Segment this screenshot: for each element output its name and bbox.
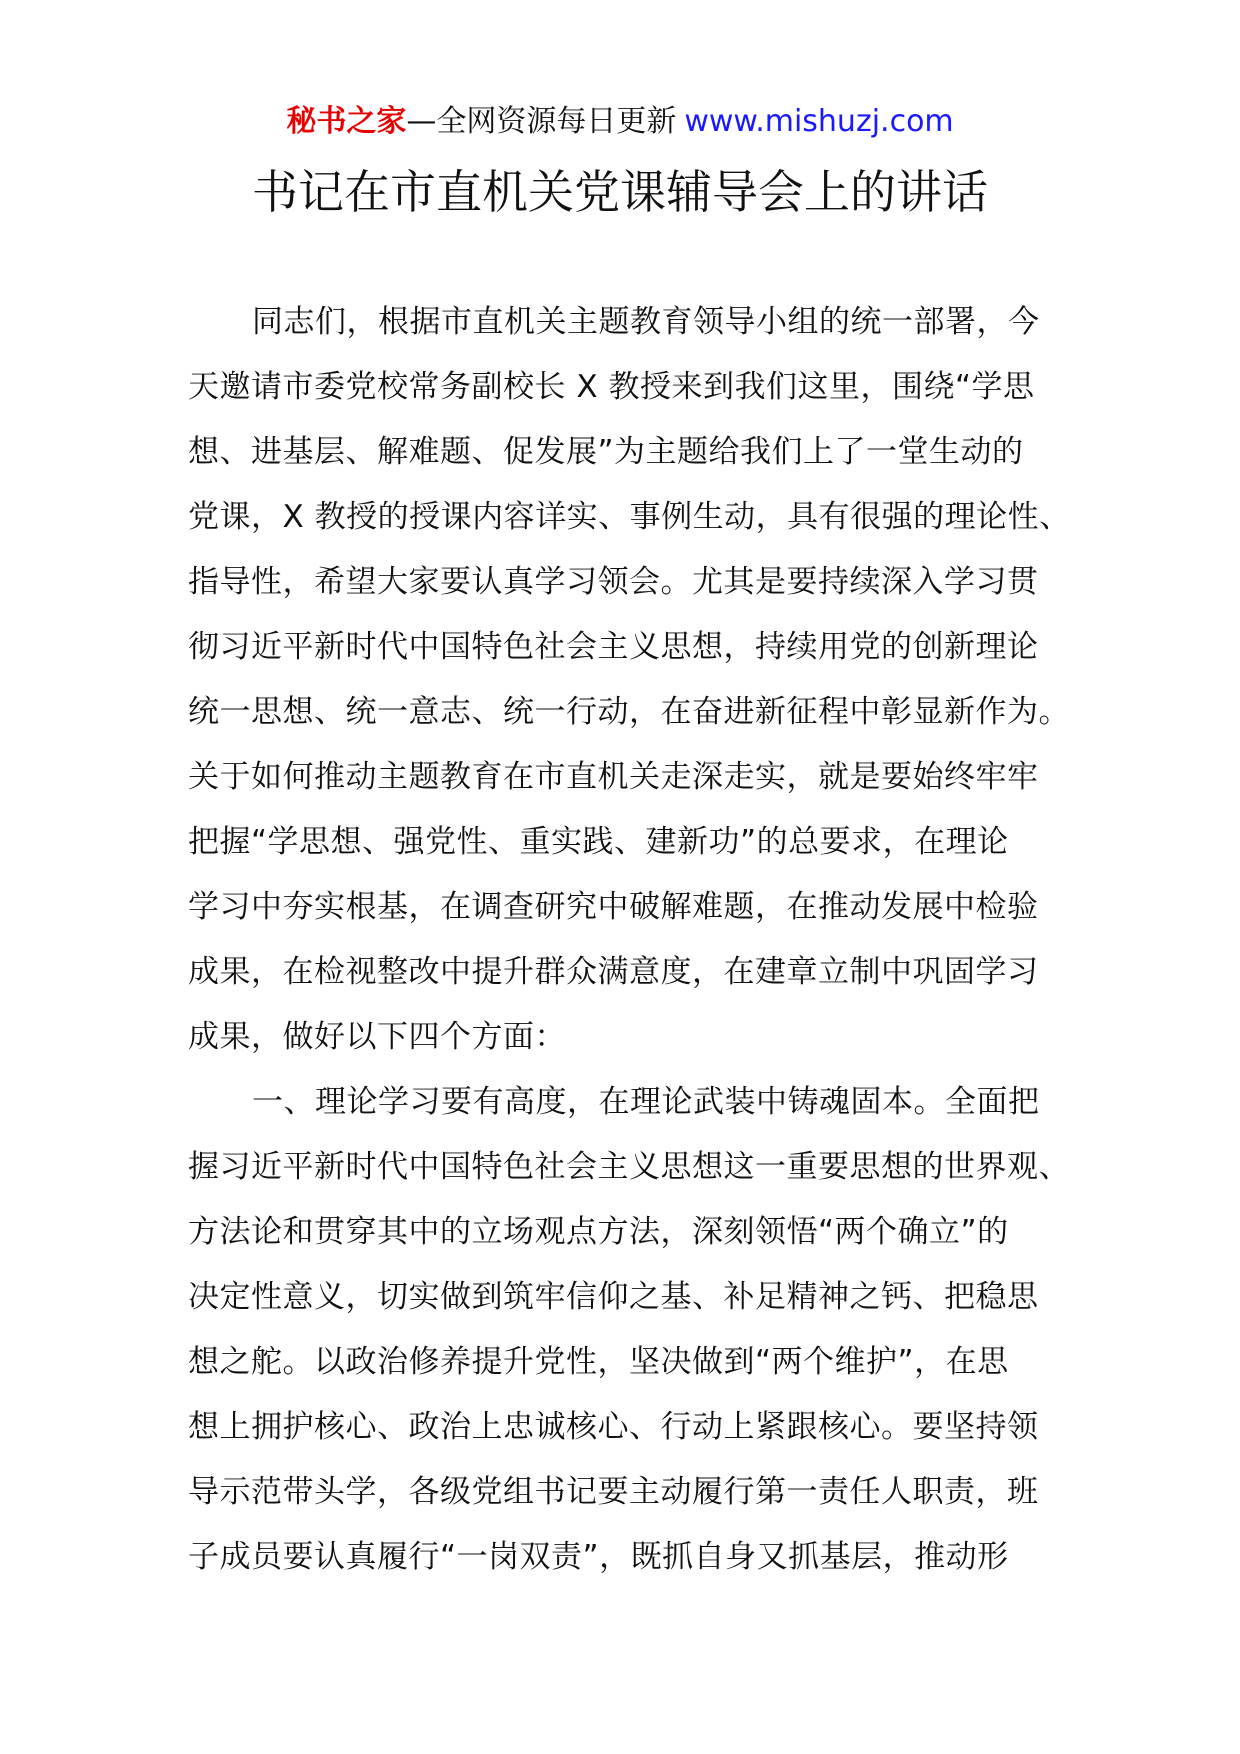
text-line: 想之舵。以政治修养提升党性，坚决做到“两个维护”，在思 [188, 1344, 1009, 1380]
brand-tagline: —全网资源每日更新 [406, 104, 677, 139]
text-line: 同志们，根据市直机关主题教育领导小组的统一部署，今 [252, 304, 1040, 340]
text-line: 彻习近平新时代中国特色社会主义思想，持续用党的创新理论 [188, 629, 1039, 665]
text-line: 统一思想、统一意志、统一行动，在奋进新征程中彰显新作为。 [188, 694, 1070, 730]
document-body [188, 290, 1088, 1590]
text-line: 把握“学思想、强党性、重实践、建新功”的总要求，在理论 [188, 824, 1009, 860]
text-line: 决定性意义，切实做到筑牢信仰之基、补足精神之钙、把稳思 [188, 1279, 1039, 1315]
text-line: 握习近平新时代中国特色社会主义思想这一重要思想的世界观、 [188, 1149, 1070, 1185]
text-line: 学习中夯实根基，在调查研究中破解难题，在推动发展中检验 [188, 889, 1039, 925]
paragraph-1 [188, 290, 1088, 1070]
paragraph-2 [188, 1070, 1088, 1590]
text-line: 成果，做好以下四个方面： [188, 1019, 566, 1055]
text-line: 方法论和贯穿其中的立场观点方法，深刻领悟“两个确立”的 [188, 1214, 1009, 1250]
brand-name: 秘书之家 [286, 104, 407, 139]
watermark-header [0, 100, 1240, 144]
text-line: 想上拥护核心、政治上忠诚核心、行动上紧跟核心。要坚持领 [188, 1409, 1039, 1445]
text-line: 想、进基层、解难题、促发展”为主题给我们上了一堂生动的 [188, 434, 1024, 470]
text-line: 导示范带头学，各级党组书记要主动履行第一责任人职责，班 [188, 1474, 1039, 1510]
site-url-link[interactable]: www.mishuzj.com [684, 104, 954, 139]
text-line: 党课，X 教授的授课内容详实、事例生动，具有很强的理论性、 [188, 499, 1071, 535]
text-line: 成果，在检视整改中提升群众满意度，在建章立制中巩固学习 [188, 954, 1039, 990]
text-line: 关于如何推动主题教育在市直机关走深走实，就是要始终牢牢 [188, 759, 1039, 795]
text-line: 指导性，希望大家要认真学习领会。尤其是要持续深入学习贯 [188, 564, 1039, 600]
document-title: 书记在市直机关党课辅导会上的讲话 [252, 165, 988, 219]
text-line: 一、理论学习要有高度，在理论武装中铸魂固本。全面把 [252, 1084, 1040, 1120]
text-line: 子成员要认真履行“一岗双责”，既抓自身又抓基层，推动形 [188, 1539, 1009, 1575]
text-line: 天邀请市委党校常务副校长 X 教授来到我们这里，围绕“学思 [188, 369, 1035, 405]
